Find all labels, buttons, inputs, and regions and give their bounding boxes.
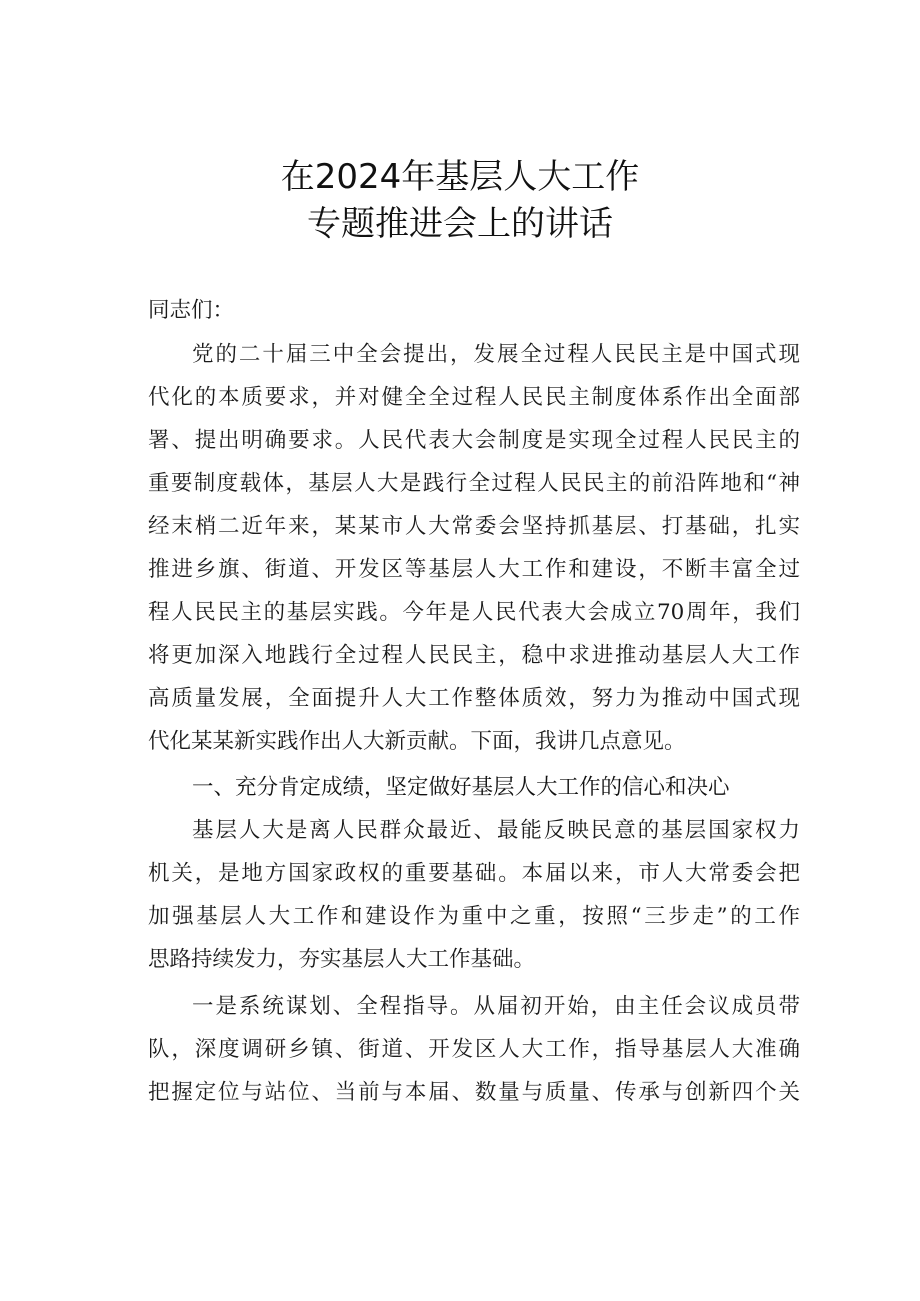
section-heading-1: 一、充分肯定成绩，坚定做好基层人大工作的信心和决心 [192, 775, 730, 800]
document-title-line2: 专题推进会上的讲话 [307, 204, 613, 244]
paragraph-3-line: 把握定位与站位、当前与本届、数量与质量、传承与创新四个关 [148, 1080, 800, 1105]
paragraph-3-line: 队，深度调研乡镇、街道、开发区人大工作，指导基层人大准确 [148, 1037, 800, 1062]
paragraph-2-line: 机关，是地方国家政权的重要基础。本届以来，市人大常委会把 [148, 861, 800, 886]
paragraph-1-line: 代化某某新实践作出人大新贡献。下面，我讲几点意见。 [148, 729, 686, 754]
paragraph-1-line: 经末梢二近年来，某某市人大常委会坚持抓基层、打基础，扎实 [148, 514, 800, 539]
paragraph-1-line: 高质量发展，全面提升人大工作整体质效，努力为推动中国式现 [148, 686, 800, 711]
document-title-line1: 在2024年基层人大工作 [280, 157, 640, 197]
paragraph-2-line: 加强基层人大工作和建设作为重中之重，按照“三步走”的工作 [148, 904, 800, 929]
paragraph-3-line: 一是系统谋划、全程指导。从届初开始，由主任会议成员带 [192, 994, 800, 1019]
paragraph-1-line: 推进乡旗、街道、开发区等基层人大工作和建设，不断丰富全过 [148, 557, 800, 582]
salutation: 同志们： [148, 298, 235, 323]
paragraph-2-line: 基层人大是离人民群众最近、最能反映民意的基层国家权力 [192, 818, 800, 843]
paragraph-1-line: 重要制度载体，基层人大是践行全过程人民民主的前沿阵地和“神 [148, 471, 800, 496]
paragraph-2-line: 思路持续发力，夯实基层人大工作基础。 [148, 947, 536, 972]
paragraph-1-line: 署、提出明确要求。人民代表大会制度是实现全过程人民民主的 [148, 428, 800, 453]
paragraph-1-line: 代化的本质要求，并对健全全过程人民民主制度体系作出全面部 [148, 385, 800, 410]
paragraph-1-line: 程人民民主的基层实践。今年是人民代表大会成立70周年，我们 [148, 600, 800, 625]
paragraph-1-line: 将更加深入地践行全过程人民民主，稳中求进推动基层人大工作 [148, 643, 800, 668]
paragraph-1-line: 党的二十届三中全会提出，发展全过程人民民主是中国式现 [192, 342, 800, 367]
